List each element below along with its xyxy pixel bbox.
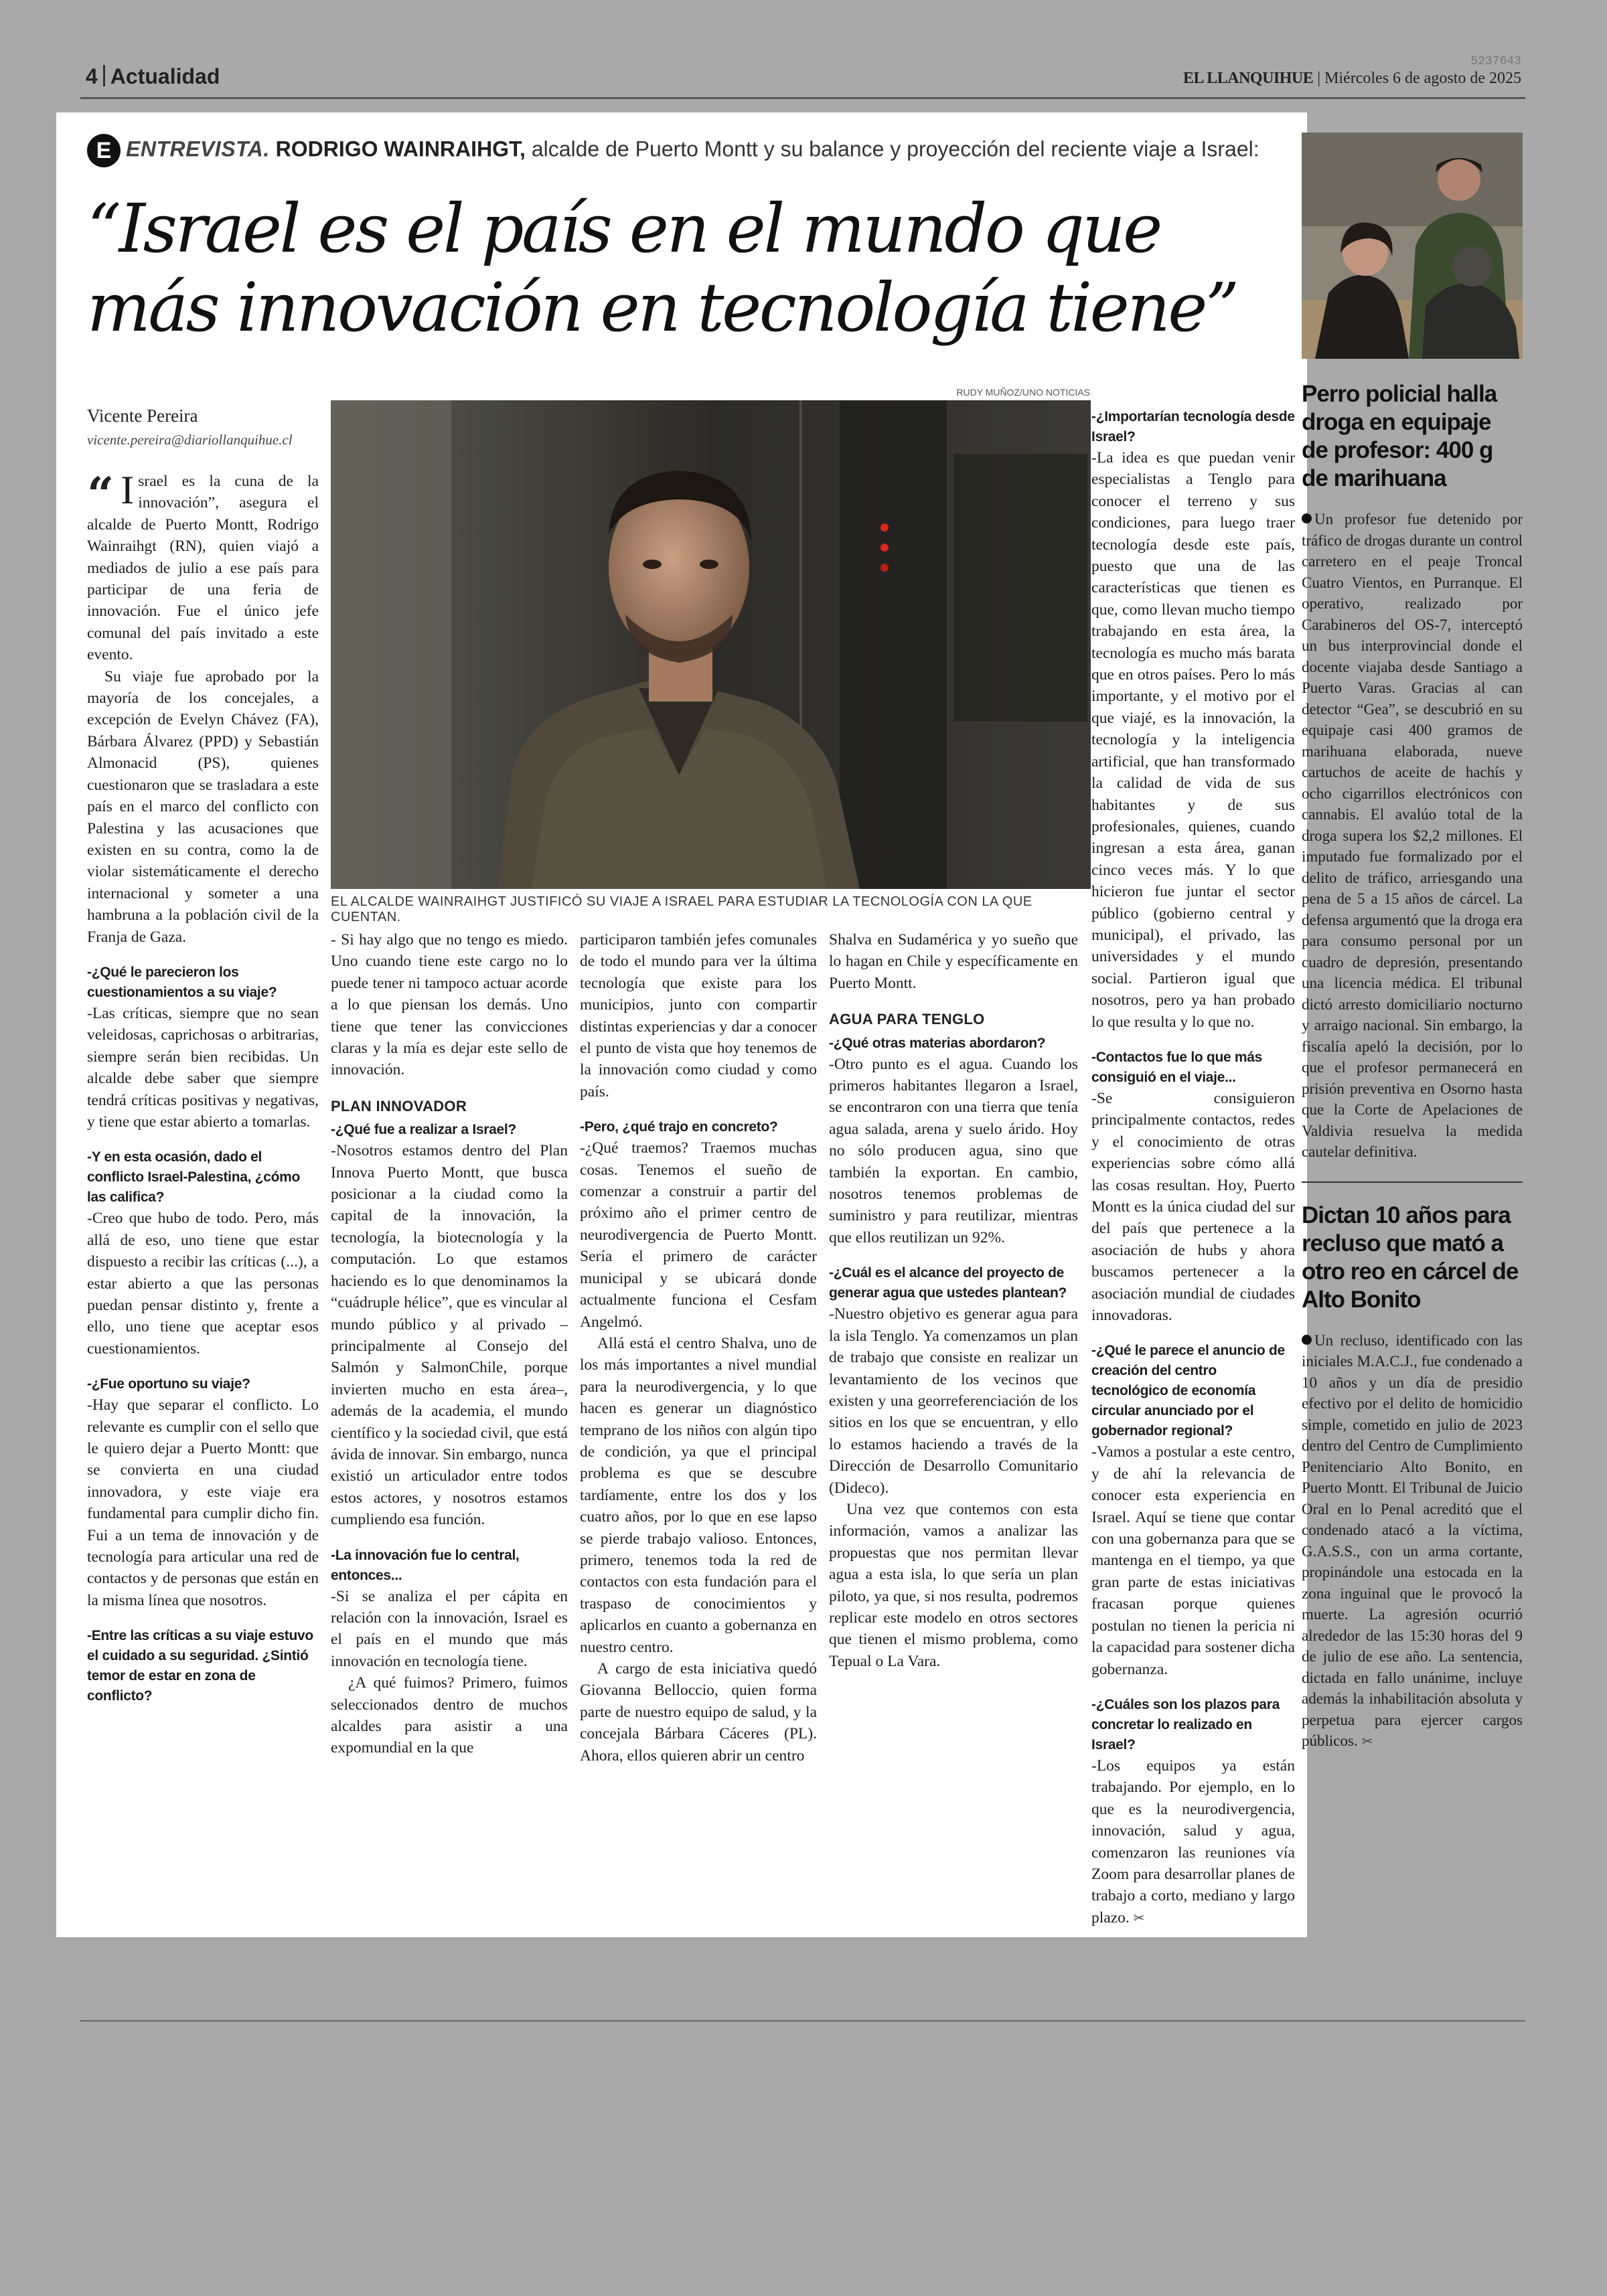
article-page	[56, 112, 1307, 1937]
bullet-icon	[1302, 513, 1312, 523]
section-name: Actualidad	[110, 64, 220, 88]
article-column-2	[331, 929, 568, 1913]
open-quote-mark: “	[87, 467, 114, 522]
question: -¿Cuáles son los plazos para concretar lo realizado en Israel?	[1091, 1696, 1280, 1752]
answer: -Creo que hubo de todo. Pero, más allá de eso, uno tiene que estar dispuesto a recibir las críticas (...), a estar abierto a que las personas puedan pensar distinto y, frente a ello, uno tiene que aceptar esos cuestionamientos.	[87, 1210, 319, 1358]
answer: -¿Qué traemos? Traemos muchas cosas. Tenemos el sueño de comenzar a construir a partir del próximo año el primer centro de neurodivergencia de Puerto Montt. Sería el primero de carácter municipal y se ubicará donde actualmente funciona el Cesfam Angelmó.	[580, 1139, 817, 1331]
question: -Entre las críticas a su viaje estuvo el cuidado a su seguridad. ¿Sintió temor de estar en zona de conflicto?	[87, 1628, 313, 1704]
answer: -La idea es que puedan venir especialistas a Tenglo para conocer el terreno y sus condiciones, para luego traer tecnología desde este país, puesto que una de las características que tienen es que, como llevan mucho tiempo trabajando en esta área, la tecnología es mucho más barata que en otros países. Pero lo más importante, y el motivo por el que viajé, es la innovación, la tecnología y la inteligencia artificial, que han transformado la calidad de vida de sus habitantes y de sus profesionales, quienes, cuando ingresan a esta área, ganan cinco veces más. Y lo que hicieron fue juntar el sector público (gobierno central y municipal), el privado, las universidades y el mundo social. Partieron igual que nosotros, pero ya han probado lo que resulta y lo que no.	[1091, 449, 1295, 1031]
kicker-description: alcalde de Puerto Montt y su balance y proyección del reciente viaje a Israel:	[531, 137, 1259, 161]
question: -¿Cuál es el alcance del proyecto de generar agua que ustedes plantean?	[829, 1265, 1067, 1301]
entrevista-badge-icon: E	[87, 134, 121, 167]
answer	[1091, 1755, 1295, 1929]
news-sidebar	[1302, 133, 1523, 1926]
body-paragraph: participaron también jefes comunales de todo el mundo para ver la última tecnología que existe para los municipios, junto con compartir distintas experiencias y dar a conocer el punto de vista que hoy tenemos de la innovación como ciudad y como país.	[580, 931, 817, 1100]
courtroom-photo	[1302, 133, 1523, 359]
question: -¿Importarían tecnología desde Israel?	[1091, 409, 1295, 444]
article-kicker	[87, 134, 1292, 174]
lead-text: srael es la cuna de la innovación”, asegura el alcalde de Puerto Montt, Rodrigo Wainraihgt (RN), quien viajó a mediados de julio a ese país para participar de una feria de innovación. Fue el único jefe comunal del país invitado a este evento.	[87, 473, 319, 664]
byline-name: Vicente Pereira	[87, 406, 198, 426]
end-of-article-icon: ✂	[1133, 1910, 1145, 1926]
kicker-tag: ENTREVISTA.	[126, 137, 270, 161]
answer: -Las críticas, siempre que no sean veleidosas, caprichosas o arbitrarias, siempre serán bien recibidas. Un alcalde debe saber que siempre tendrá críticas positivas y negativas, y tiene que estar abierto a tomarlas.	[87, 1004, 319, 1131]
question: -Pero, ¿qué trajo en concreto?	[580, 1119, 778, 1135]
answer: - Si hay algo que no tengo es miedo. Uno cuando tiene este cargo no lo puede tener ni tampoco actuar acorde a lo que piensan los demás. Uno tiene que tener las convicciones claras y la mía es dejar este sello de innovación.	[331, 931, 568, 1079]
sidebar-story-2	[1302, 1202, 1523, 1753]
story-1-body	[1302, 509, 1523, 1163]
footer-rule	[80, 2020, 1525, 2022]
body-paragraph: Su viaje fue aprobado por la mayoría de los concejales, a excepción de Evelyn Chávez (FA), Bárbara Álvarez (PPD) y Sebastián Almonacid (PS), quienes cuestionaron que se trasladara a este país en el marco del conflicto con Palestina y las acusaciones que existen en su contra, como la de violar sistemáticamente el derecho internacional y someter a una hambruna a la población civil de la Franja de Gaza.	[87, 667, 319, 946]
issue-date: Miércoles 6 de agosto de 2025	[1324, 70, 1521, 87]
body-paragraph: ¿A qué fuimos? Primero, fuimos seleccionados dentro de muchos alcaldes para asistir a una expomundial en la que	[331, 1674, 568, 1757]
answer: -Nosotros estamos dentro del Plan Innova Puerto Montt, que busca posicionar a la ciudad como la capital de la innovación, la tecnología, la biotecnología y la computación. Lo que estamos haciendo es lo que denominamos la “cuádruple hélice”, que es vincular al mundo público y al privado –principalmente al Consejo del Salmón y SalmonChile, porque invierten mucho en esta área–, además de la academia, el mundo científico y la sociedad civil, que está ávida de innovar. Sin embargo, nunca existió un articulador entre todos estos actores, y nosotros estamos cumpliendo esa función.	[331, 1142, 568, 1529]
photo-credit: RUDY MUÑOZ/UNO NOTICIAS	[956, 387, 1090, 398]
masthead-date: EL LLANQUIHUE | Miércoles 6 de agosto de 2025	[1183, 70, 1521, 87]
answer: -Si se analiza el per cápita en relación con la innovación, Israel es el país en el mundo que más innovación en tecnología tiene.	[331, 1587, 568, 1670]
body-paragraph: A cargo de esta iniciativa quedó Giovanna Belloccio, quien forma parte de nuestro equipo de salud, y la concejala Bárbara Cáceres (PL). Ahora, ellos quieren abrir un centro	[580, 1660, 817, 1765]
answer: -Hay que separar el conflicto. Lo relevante es cumplir con el sello que le quiero dejar a Puerto Montt: que se convierta en una ciudad innovadora, y este viaje era fundamental para cumplir dicho fin. Fui a un tema de innovación y de tecnología para articular una red de contactos y de personas que están en la misma línea que nosotros.	[87, 1396, 319, 1609]
lead-paragraph	[87, 467, 319, 666]
drop-cap: I	[121, 468, 135, 512]
sidebar-divider	[1302, 1181, 1523, 1183]
body-paragraph: Shalva en Sudamérica y yo sueño que lo hagan en Chile y específicamente en Puerto Montt.	[829, 931, 1078, 992]
answer: -Vamos a postular a este centro, y de ahí la relevancia de conocer esta experiencia en Israel. Aquí se tiene que contar con una gobernanza para que se mantenga en el tiempo, ya que gran parte de estas iniciativas fracasan porque quienes postulan no tienen la pericia ni la capacidad para sostener dicha gobernanza.	[1091, 1443, 1295, 1678]
portrait-illustration	[331, 400, 1091, 889]
question: -¿Qué fue a realizar a Israel?	[331, 1122, 516, 1138]
photo-caption: EL ALCALDE WAINRAIHGT JUSTIFICÓ SU VIAJE A ISRAEL PARA ESTUDIAR LA TECNOLOGÍA CON LA QUE CUENTAN.	[331, 894, 1032, 924]
end-of-article-icon: ✂	[1361, 1734, 1373, 1749]
question: -¿Qué otras materias abordaron?	[829, 1035, 1046, 1051]
newspaper-name: EL LLANQUIHUE	[1183, 70, 1314, 87]
answer: -Se consiguieron principalmente contactos, redes y el conocimiento de otras experiencias sobre cómo allá las cosas resultan. Hoy, Puerto Montt es la única ciudad del sur del país que pertenece a la asociación de hubs y ahora buscamos pertenecer a la asociación mundial de ciudades innovadoras.	[1091, 1089, 1295, 1325]
story-1-title: Perro policial halla droga en equipaje de profesor: 400 g de marihuana	[1302, 381, 1497, 491]
kicker-name: RODRIGO WAINRAIHGT,	[275, 137, 526, 161]
headline-line-2: más innovación en tecnología tiene”	[87, 268, 1237, 347]
question: -¿Qué le parecieron los cuestionamientos a su viaje?	[87, 964, 277, 1000]
headline-line-1: “Israel es el país en el mundo que	[87, 189, 1160, 268]
article-column-3	[580, 929, 817, 1913]
body-paragraph: Una vez que contemos con esta información, vamos a analizar las propuestas que nos permitan llevar agua a esta isla, lo que sería un plan piloto, ya que, si nos resulta, podremos replicar este modelo en otros sectores que tienen el mismo problema, como Tepual o La Vara.	[829, 1500, 1078, 1670]
answer: -Otro punto es el agua. Cuando los primeros habitantes llegaron a Israel, se encontraron con una tierra que tenía agua salada, arena y suelo árido. Hoy no sólo producen agua, sino que también la exportan. En cambio, nosotros tenemos problemas de suministro y para reutilizar, mientras que ellos reutilizan un 92%.	[829, 1055, 1078, 1246]
page-code: 5237643	[1470, 55, 1521, 68]
body-paragraph: Allá está el centro Shalva, uno de los más importantes a nivel mundial para la neurodivergencia, y lo que hacen es generar un diagnóstico temprano de los niños con algún tipo de condición, ya que el principal problema es que se descubre tardíamente, entre los dos y los cuatro años, por lo que en ese lapso se pierde trabajo valioso. Entonces, primero, tenemos toda la red de contactos con esta fundación para el traspaso de conocimientos y aplicarlos en cuanto a gobernanza en nuestro centro.	[580, 1334, 817, 1656]
story-2-title: Dictan 10 años para recluso que mató a otro reo en cárcel de Alto Bonito	[1302, 1202, 1519, 1313]
sidebar-story-1	[1302, 380, 1523, 1163]
question: -La innovación fue lo central, entonces...	[331, 1547, 520, 1583]
story-2-body	[1302, 1330, 1523, 1753]
subheading: PLAN INNOVADOR	[331, 1097, 467, 1115]
story-1-text: Un profesor fue detenido por tráfico de drogas durante un control carretero en el peaje Troncal Cuatro Vientos, en Purranque. El operativo, realizado por Carabineros del OS-7, interceptó un bus interprovincial donde el docente viajaba desde Santiago a Puerto Varas. Gracias al can detector “Gea”, se descubrió en su equipaje casi 400 gramos de marihuana elaborada, nueve cartuchos de aceite de hachís y ocho cigarrillos electrónicos con cannabis. El avalúo total de la droga supera los $2,2 millones. El imputado fue formalizado por el delito de tráfico, arriesgando una pena de 5 a 15 años de cárcel. La defensa argumentó que la droga era para consumo personal por un cuadro de depresión, presentando una licencia médica. El tribunal dictó arresto domiciliario nocturno y arraigo nacional. Sin embargo, la fiscalía apeló la decisión, por lo que el profesor permanecerá en prisión preventiva en Osorno hasta que la Corte de Apelaciones de Valdivia resuelva la medida cautelar definitiva.	[1302, 511, 1523, 1160]
headline	[87, 189, 1306, 347]
article-column-5	[1091, 407, 1295, 1926]
sidebar-stories	[1302, 380, 1523, 1753]
question: -¿Qué le parece el anuncio de creación del centro tecnológico de economía circular anunciado por el gobernador regional?	[1091, 1343, 1285, 1439]
page-header	[80, 55, 1525, 99]
subheading: AGUA PARA TENGLO	[829, 1011, 985, 1028]
answer: -Nuestro objetivo es generar agua para la isla Tenglo. Ya comenzamos un plan de trabajo que consiste en realizar un levantamiento de los vecinos que existen y una georreferenciación de los sitios en los que se encuentran, y ello lo estamos haciendo a través de la Dirección de Desarrollo Comunitario (Dideco).	[829, 1305, 1078, 1497]
answer-text: -Los equipos ya están trabajando. Por ejemplo, en lo que es la neurodivergencia, innovación, salud y agua, comenzaron las reuniones vía Zoom para desarrollar planes de trabajo a corto, mediano y largo plazo.	[1091, 1756, 1295, 1926]
question: -¿Fue oportuno su viaje?	[87, 1376, 250, 1392]
byline	[87, 406, 368, 448]
header-separator	[103, 65, 105, 86]
article-column-1	[87, 467, 319, 1910]
question: -Y en esta ocasión, dado el conflicto Israel-Palestina, ¿cómo las califica?	[87, 1149, 301, 1206]
page-number: 4	[86, 64, 98, 88]
courtroom-illustration	[1302, 133, 1523, 359]
mayor-portrait-photo	[331, 400, 1091, 889]
question: -Contactos fue lo que más consiguió en el viaje...	[1091, 1049, 1263, 1085]
section-label	[86, 64, 220, 89]
byline-email: vicente.pereira@diariollanquihue.cl	[87, 432, 293, 448]
bullet-icon	[1302, 1335, 1312, 1345]
story-2-text: Un recluso, identificado con las iniciales M.A.C.J., fue condenado a 10 años y un día de presidio efectivo por el delito de homicidio simple, cometido en julio de 2023 dentro del Centro de Cumplimiento Penitenciario Alto Bonito, en Puerto Montt. El Tribunal de Juicio Oral en lo Penal acreditó que el condenado atacó a la víctima, G.A.S.S., con un arma cortante, propinándole una estocada en la zona inguinal que le provocó la muerte. La agresión ocurrió alrededor de las 15:30 horas del 9 de julio de ese año. La sentencia, dictada en fallo unánime, incluye además la inhabilitación absoluta y perpetua para ejercer cargos públicos.	[1302, 1331, 1523, 1749]
article-column-4	[829, 929, 1078, 1913]
